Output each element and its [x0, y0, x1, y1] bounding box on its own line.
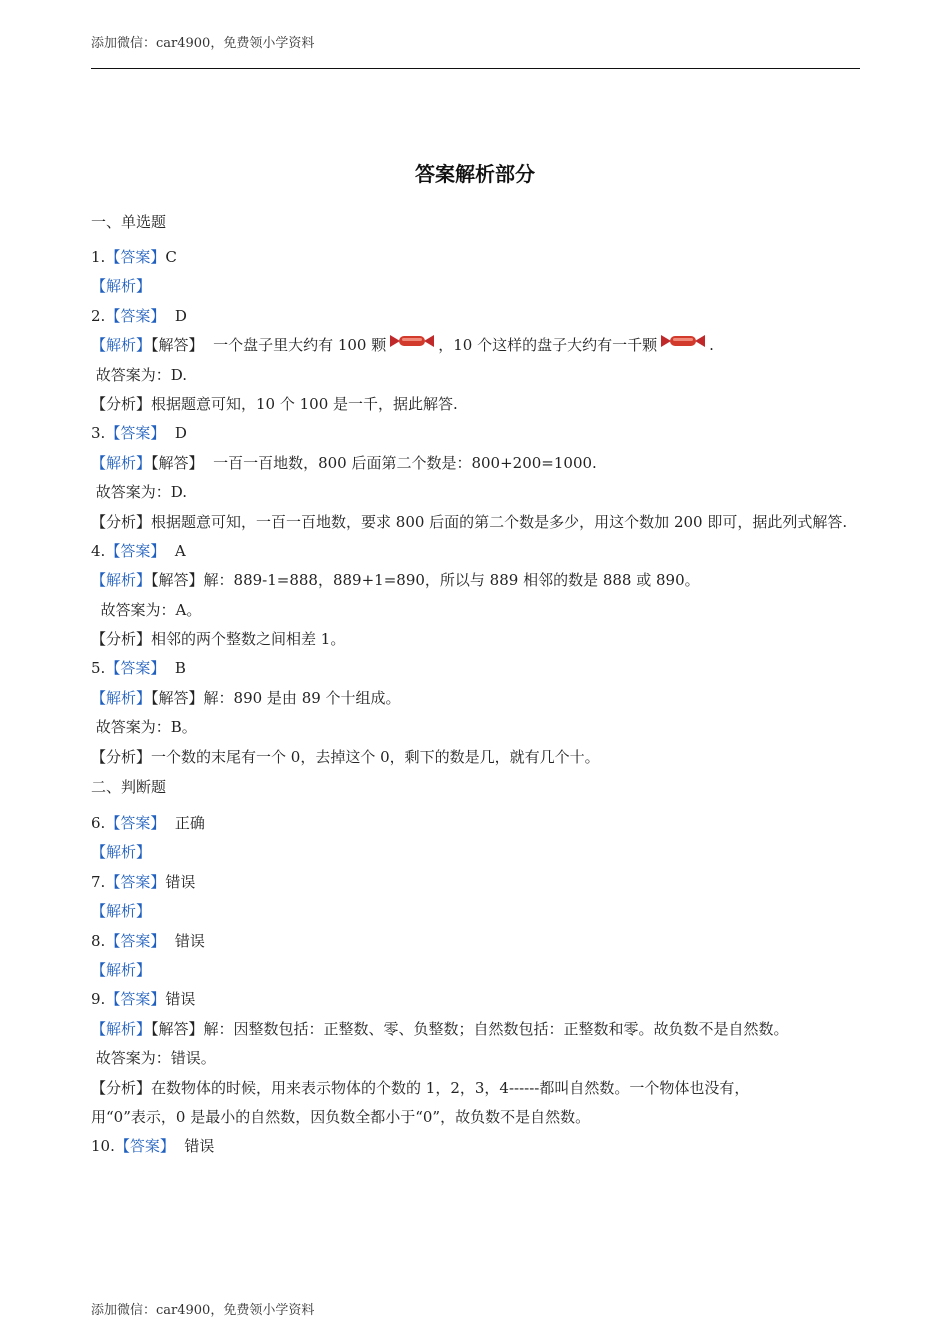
q2-fenxi-line: [91, 390, 851, 419]
q9-fenxi-part1: 在数物体的时候，用来表示物体的个数的 1，2，3，4------都叫自然数。一个物体也没有，: [151, 1078, 750, 1097]
q8-answer: 错误: [165, 931, 205, 950]
q1-number: 1.: [91, 248, 106, 266]
q4-fenxi: 相邻的两个整数之间相差 1。: [151, 630, 346, 649]
q4-answer-line: [91, 537, 851, 566]
q7-analysis-line: [91, 897, 851, 926]
q2-solution-part2: ，10 个这样的盘子大约有一千颗: [438, 336, 658, 355]
candy-icon: [661, 331, 705, 360]
q3-solution-line: [91, 449, 851, 478]
q6-answer-line: [91, 809, 851, 838]
q10-number: 10.: [91, 1137, 115, 1156]
q5-fenxi-line: [91, 743, 851, 772]
fenxi-tag: 【分析】: [91, 630, 152, 649]
answer-tag: 【答案】: [105, 306, 166, 325]
q7-answer: 错误: [165, 872, 196, 891]
answer-tag: 【答案】: [105, 931, 166, 950]
candy-icon: [390, 331, 434, 360]
q2-fenxi: 根据题意可知，10 个 100 是一千，据此解答.: [151, 394, 458, 413]
q1-answer: C: [165, 248, 177, 266]
analysis-tag: 【解析】: [91, 902, 152, 921]
page-footer: 添加微信：car4900，免费领小学资料: [91, 1303, 315, 1318]
analysis-tag: 【解析】: [91, 961, 152, 979]
analysis-tag: 【解析】: [91, 688, 152, 707]
q8-analysis-line: [91, 956, 851, 985]
answer-tag: 【答案】: [105, 424, 166, 443]
fenxi-tag: 【分析】: [91, 1078, 152, 1097]
q5-fenxi: 一个数的末尾有一个 0，去掉这个 0，剩下的数是几，就有几个十。: [151, 747, 600, 766]
solution-tag: 【解答】: [151, 688, 204, 707]
analysis-tag: 【解析】: [91, 336, 152, 355]
answer-content: [91, 207, 851, 1162]
q3-fenxi-line: [91, 508, 851, 537]
answer-tag: 【答案】: [105, 248, 166, 266]
q1-answer-line: [91, 243, 851, 272]
q2-answer: D: [165, 306, 187, 325]
q4-answer: A: [165, 541, 186, 560]
q2-solution-part1: 一个盘子里大约有 100 颗: [203, 336, 387, 355]
q7-answer-line: [91, 868, 851, 897]
q3-number: 3.: [91, 424, 106, 443]
analysis-tag: 【解析】: [91, 277, 152, 296]
q6-analysis-line: [91, 838, 851, 867]
q4-solution: 解：889-1=888，889+1=890，所以与 889 相邻的数是 888 或 890。: [203, 571, 700, 590]
page-header: 添加微信：car4900，免费领小学资料: [91, 36, 315, 51]
solution-tag: 【解答】: [151, 453, 204, 472]
answer-tag: 【答案】: [114, 1137, 175, 1156]
analysis-tag: 【解析】: [91, 843, 152, 862]
analysis-tag: 【解析】: [91, 453, 152, 472]
answer-tag: 【答案】: [105, 872, 166, 891]
analysis-tag: 【解析】: [91, 1019, 152, 1038]
q5-solution-line: [91, 684, 851, 713]
answer-tag: 【答案】: [105, 990, 166, 1009]
q7-number: 7.: [91, 872, 106, 891]
q2-solution-line: [91, 331, 851, 360]
q1-analysis-line: [91, 272, 851, 301]
q9-so-answer: 故答案为：错误。: [91, 1049, 216, 1068]
q3-so-answer: 故答案为：D.: [91, 483, 188, 502]
answer-tag: 【答案】: [105, 659, 166, 678]
q9-solution: 解：因整数包括：正整数、零、负整数；自然数包括：正整数和零。故负数不是自然数。: [203, 1019, 789, 1038]
q10-answer-line: [91, 1132, 851, 1161]
q3-solution: 一百一百地数，800 后面第二个数是：800+200=1000.: [203, 453, 597, 472]
q9-answer: 错误: [165, 990, 196, 1009]
analysis-tag: 【解析】: [91, 571, 152, 590]
q5-so-answer: 故答案为：B。: [91, 718, 197, 737]
q6-number: 6.: [91, 814, 106, 833]
q9-solution-line: [91, 1015, 851, 1044]
page-title: 答案解析部分: [415, 162, 535, 186]
solution-tag: 【解答】: [151, 1019, 204, 1038]
q5-answer: B: [165, 659, 186, 678]
q6-answer: 正确: [165, 814, 205, 833]
q2-answer-line: [91, 302, 851, 331]
q2-number: 2.: [91, 306, 106, 325]
q5-solution: 解：890 是由 89 个十组成。: [203, 688, 401, 707]
q4-fenxi-line: [91, 625, 851, 654]
answer-tag: 【答案】: [105, 541, 166, 560]
q10-answer: 错误: [174, 1137, 215, 1156]
q8-number: 8.: [91, 931, 106, 950]
q8-answer-line: [91, 927, 851, 956]
header-divider: [91, 68, 860, 69]
q5-number: 5.: [91, 659, 106, 678]
q9-answer-line: [91, 985, 851, 1014]
answer-tag: 【答案】: [105, 814, 166, 833]
section-heading-true-false: 二、判断题: [91, 778, 167, 797]
q2-solution-end: .: [709, 336, 714, 355]
fenxi-tag: 【分析】: [91, 394, 152, 413]
q4-so-answer: 故答案为：A。: [91, 600, 202, 619]
q9-number: 9.: [91, 990, 106, 1009]
q3-fenxi: 根据题意可知，一百一百地数，要求 800 后面的第二个数是多少，用这个数加 200 即可，据此列式解答.: [151, 512, 848, 531]
fenxi-tag: 【分析】: [91, 747, 152, 766]
q4-solution-line: [91, 566, 851, 595]
q5-answer-line: [91, 654, 851, 683]
q3-answer: D: [165, 424, 187, 443]
solution-tag: 【解答】: [151, 571, 204, 590]
q9-fenxi-part2: 用“0”表示，0 是最小的自然数，因负数全都小于“0”，故负数不是自然数。: [91, 1107, 591, 1126]
q2-so-answer: 故答案为：D.: [91, 365, 188, 384]
fenxi-tag: 【分析】: [91, 512, 152, 531]
q4-number: 4.: [91, 541, 106, 560]
q3-answer-line: [91, 419, 851, 448]
solution-tag: 【解答】: [151, 336, 204, 355]
section-heading-single-choice: 一、单选题: [91, 213, 167, 231]
q9-fenxi-line: [91, 1074, 851, 1103]
